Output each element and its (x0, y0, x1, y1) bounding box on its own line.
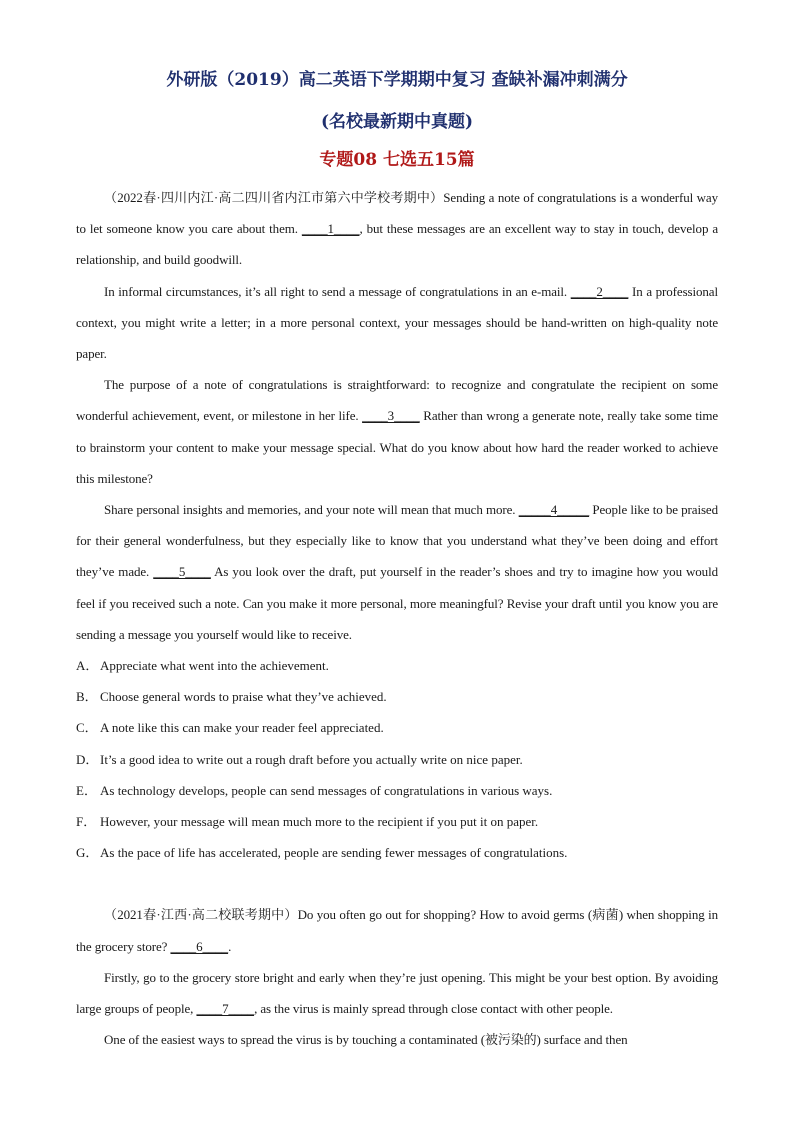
paragraph-text: People like to be praised for their general wonderfulness, but they especially like to know that you understand what they’ve been doing and effort they’ve made. (76, 502, 718, 580)
passage-1-paragraph-4 (76, 494, 718, 650)
passage-2-paragraph-2 (76, 962, 718, 1024)
passage-1-paragraph-1 (76, 182, 718, 276)
option-letter: E． (76, 782, 97, 798)
option-item (76, 837, 718, 868)
source-note: （2021春·江西·高二校联考期中） (104, 907, 298, 923)
option-item (76, 681, 718, 712)
source-note: （2022春·四川内江·高二四川省内江市第六中学校考期中） (104, 190, 444, 205)
paragraph-text: , as the virus is mainly spread through close contact with other people. (254, 1001, 613, 1017)
paragraph-text: In informal circumstances, it’s all right to send a message of congratulations in an e-mail. (104, 283, 571, 299)
passage-1-paragraph-2 (76, 276, 718, 370)
paragraph-text: Share personal insights and memories, and your note will mean that much more. (104, 502, 519, 518)
option-letter: D． (76, 751, 99, 767)
paragraph-text: As you look over the draft, put yourself in the reader’s shoes and try to imagine how you would feel if you received such a note. Can you make it more personal, more meaningful? Revise your draft until you know you are sending a message you yourself would like to receive. (76, 564, 718, 642)
paragraph-text: One of the easiest ways to spread the virus is by touching a contaminated (被污染的) surface and then (104, 1032, 628, 1048)
paragraph-text: Sending a note of congratulations is a wonderful way to let someone know you care about them. (76, 190, 718, 237)
passage-2 (76, 899, 718, 1055)
option-letter: A． (76, 658, 99, 674)
option-item (76, 775, 718, 806)
paragraph-text: In a professional context, you might write a letter; in a more personal context, your messages should be hand-written on high-quality note paper. (76, 283, 718, 362)
document-subtitle: (名校最新期中真题) (320, 112, 474, 132)
answer-options (76, 650, 718, 868)
option-item (76, 712, 718, 743)
answer-blank-7: ____7____ (196, 1001, 255, 1017)
topic-heading: 专题08 七选五15篇 (319, 150, 475, 170)
option-letter: C． (76, 720, 98, 736)
section-spacer (76, 868, 718, 899)
option-item (76, 744, 718, 775)
paragraph-text: The purpose of a note of congratulations is straightforward: to recognize and congratulate the recipient on some wonderful achievement, event, or milestone in her life. (76, 377, 718, 424)
option-item (76, 650, 718, 681)
passage-1 (76, 182, 718, 868)
paragraph-text: Do you often go out for shopping? How to avoid germs (病菌) when shopping in the grocery store? (76, 907, 718, 954)
answer-blank-6: ____6____ (170, 938, 229, 954)
answer-blank-1: ____1____ (301, 221, 360, 237)
passage-2-paragraph-3 (76, 1024, 718, 1055)
passage-1-paragraph-3 (76, 369, 718, 494)
paragraph-text: , but these messages are an excellent way to stay in touch, develop a relationship, and build goodwill. (76, 221, 718, 268)
answer-blank-5: ____5____ (153, 564, 211, 580)
option-text: It’s a good idea to write out a rough draft before you actually write on nice paper. (100, 751, 523, 767)
option-item (76, 806, 718, 837)
paragraph-text: . (228, 938, 232, 954)
option-text: As the pace of life has accelerated, people are sending fewer messages of congratulations. (100, 845, 568, 861)
option-letter: G． (76, 845, 99, 861)
option-text: Appreciate what went into the achievement. (100, 658, 329, 674)
answer-blank-3: ____3____ (362, 408, 420, 424)
option-letter: B． (76, 689, 98, 705)
option-text: As technology develops, people can send messages of congratulations in various ways. (100, 782, 553, 798)
option-text: Choose general words to praise what they’ve achieved. (100, 689, 387, 705)
paragraph-text: Firstly, go to the grocery store bright and early when they’re just opening. This might be your best option. By avoiding large groups of people, (76, 969, 718, 1017)
answer-blank-4: _____4_____ (518, 502, 590, 518)
paragraph-text: Rather than wrong a generate note, really take some time to brainstorm your content to make your message special. What do you know about how hard the reader worked to achieve this milestone? (76, 408, 719, 486)
option-letter: F． (76, 814, 97, 830)
passage-2-paragraph-1 (76, 899, 718, 961)
option-text: However, your message will mean much more to the recipient if you put it on paper. (100, 814, 539, 830)
option-text: A note like this can make your reader feel appreciated. (100, 720, 384, 736)
document-title: 外研版（2019）高二英语下学期期中复习 查缺补漏冲刺满分 (166, 70, 628, 90)
answer-blank-2: ____2____ (570, 283, 629, 299)
